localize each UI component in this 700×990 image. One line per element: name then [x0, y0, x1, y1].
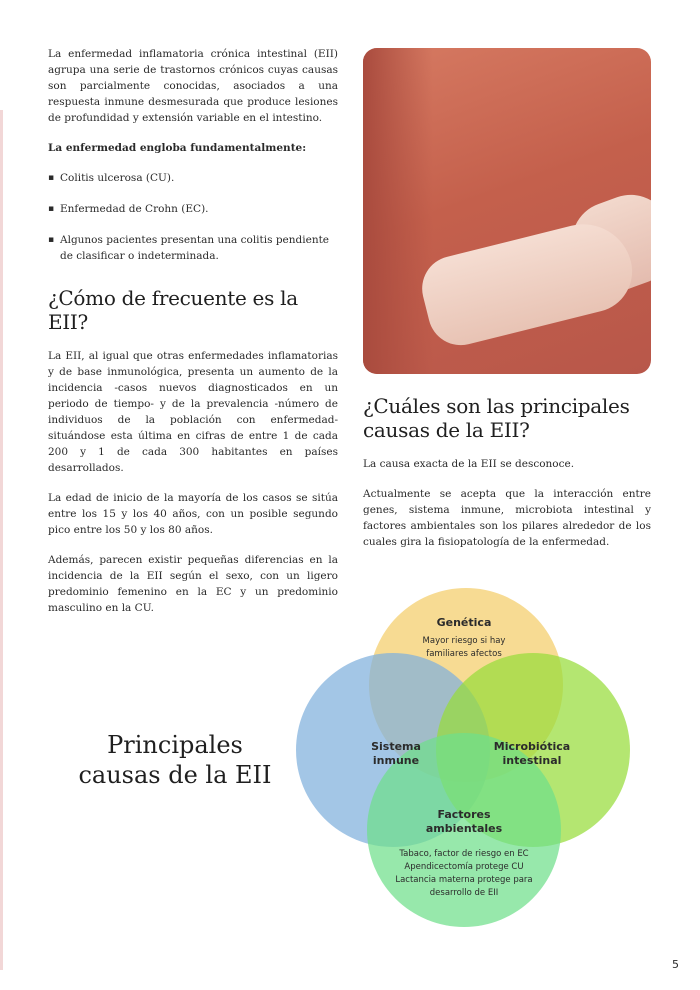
- ibd-types-list: [48, 170, 338, 264]
- causes-paragraph: Actualmente se acepta que la interacción entre genes, sistema inmune, microbiota intestinal y factores ambientales son los pilares alrededor de los cuales gira la fisiopatología de la enfermedad.: [363, 488, 651, 548]
- inmune-label-line: Sistema: [371, 740, 421, 753]
- causes-venn-diagram: [296, 580, 636, 940]
- diagram-title: Principales causas de la EII: [78, 731, 272, 789]
- page-edge-mark: [0, 110, 3, 970]
- ambientales-sub-line: Tabaco, factor de riesgo en EC: [399, 849, 529, 859]
- ambientales-label-line: ambientales: [425, 822, 503, 835]
- ambientales-label-line: Factores: [437, 808, 491, 821]
- frequency-heading: ¿Cómo de frecuente es la EII?: [48, 286, 298, 334]
- genetica-label: Genética: [436, 616, 492, 629]
- frequency-paragraph: La edad de inicio de la mayoría de los casos se sitúa entre los 15 y los 40 años, con un posible segundo pico entre los 50 y los 80 años.: [48, 492, 338, 536]
- ambientales-sub-line: Apendicectomía protege CU: [404, 862, 524, 872]
- list-item: ▪ Algunos pacientes presentan una colitis pendiente de clasificar o indeterminada.: [48, 232, 338, 264]
- right-column: [363, 394, 651, 564]
- causes-heading: ¿Cuáles son las principales causas de la EII?: [363, 394, 630, 442]
- causes-paragraph: La causa exacta de la EII se desconoce.: [363, 458, 575, 470]
- microbiota-label-line: intestinal: [502, 754, 562, 767]
- inmune-label-line: inmune: [372, 754, 420, 767]
- photo-shadow: [363, 48, 433, 374]
- left-column: [48, 46, 338, 630]
- genetica-sub-line: Mayor riesgo si hay: [422, 636, 506, 646]
- microbiota-label-line: Microbiótica: [493, 740, 571, 753]
- page-number: 5: [672, 958, 679, 971]
- photo-hand: [415, 214, 641, 352]
- genetica-sub-line: familiares afectos: [426, 649, 502, 659]
- list-item: ▪ Enfermedad de Crohn (EC).: [48, 201, 338, 217]
- ambientales-sub-line: desarrollo de EII: [429, 888, 499, 898]
- intro-list-title: La enfermedad engloba fundamentalmente:: [48, 142, 307, 154]
- list-item: ▪ Colitis ulcerosa (CU).: [48, 170, 338, 186]
- frequency-paragraph: Además, parecen existir pequeñas diferencias en la incidencia de la EII según el sexo, con un ligero predominio femenino en la EC y un predominio masculino en la CU.: [48, 554, 338, 614]
- intro-paragraph: La enfermedad inflamatoria crónica intestinal (EII) agrupa una serie de trastornos crónicos cuyas causas son parcialmente conocidas, asociados a una respuesta inmune desmesurada que produce lesiones de profundidad y extensión variable en el intestino.: [48, 48, 338, 124]
- abdominal-pain-photo: [363, 48, 651, 374]
- ambientales-sub-line: Lactancia materna protege para: [395, 875, 533, 885]
- frequency-paragraph: La EII, al igual que otras enfermedades inflamatorias y de base inmunológica, presenta un aumento de la incidencia -casos nuevos diagnosticados en un periodo de tiempo- y de la prevalencia -número de individuos de la población con enfermedad- situándose esta última en cifras de entre 1 de cada 200 y 1 de cada 300 habitantes en países desarrollados.: [48, 350, 338, 474]
